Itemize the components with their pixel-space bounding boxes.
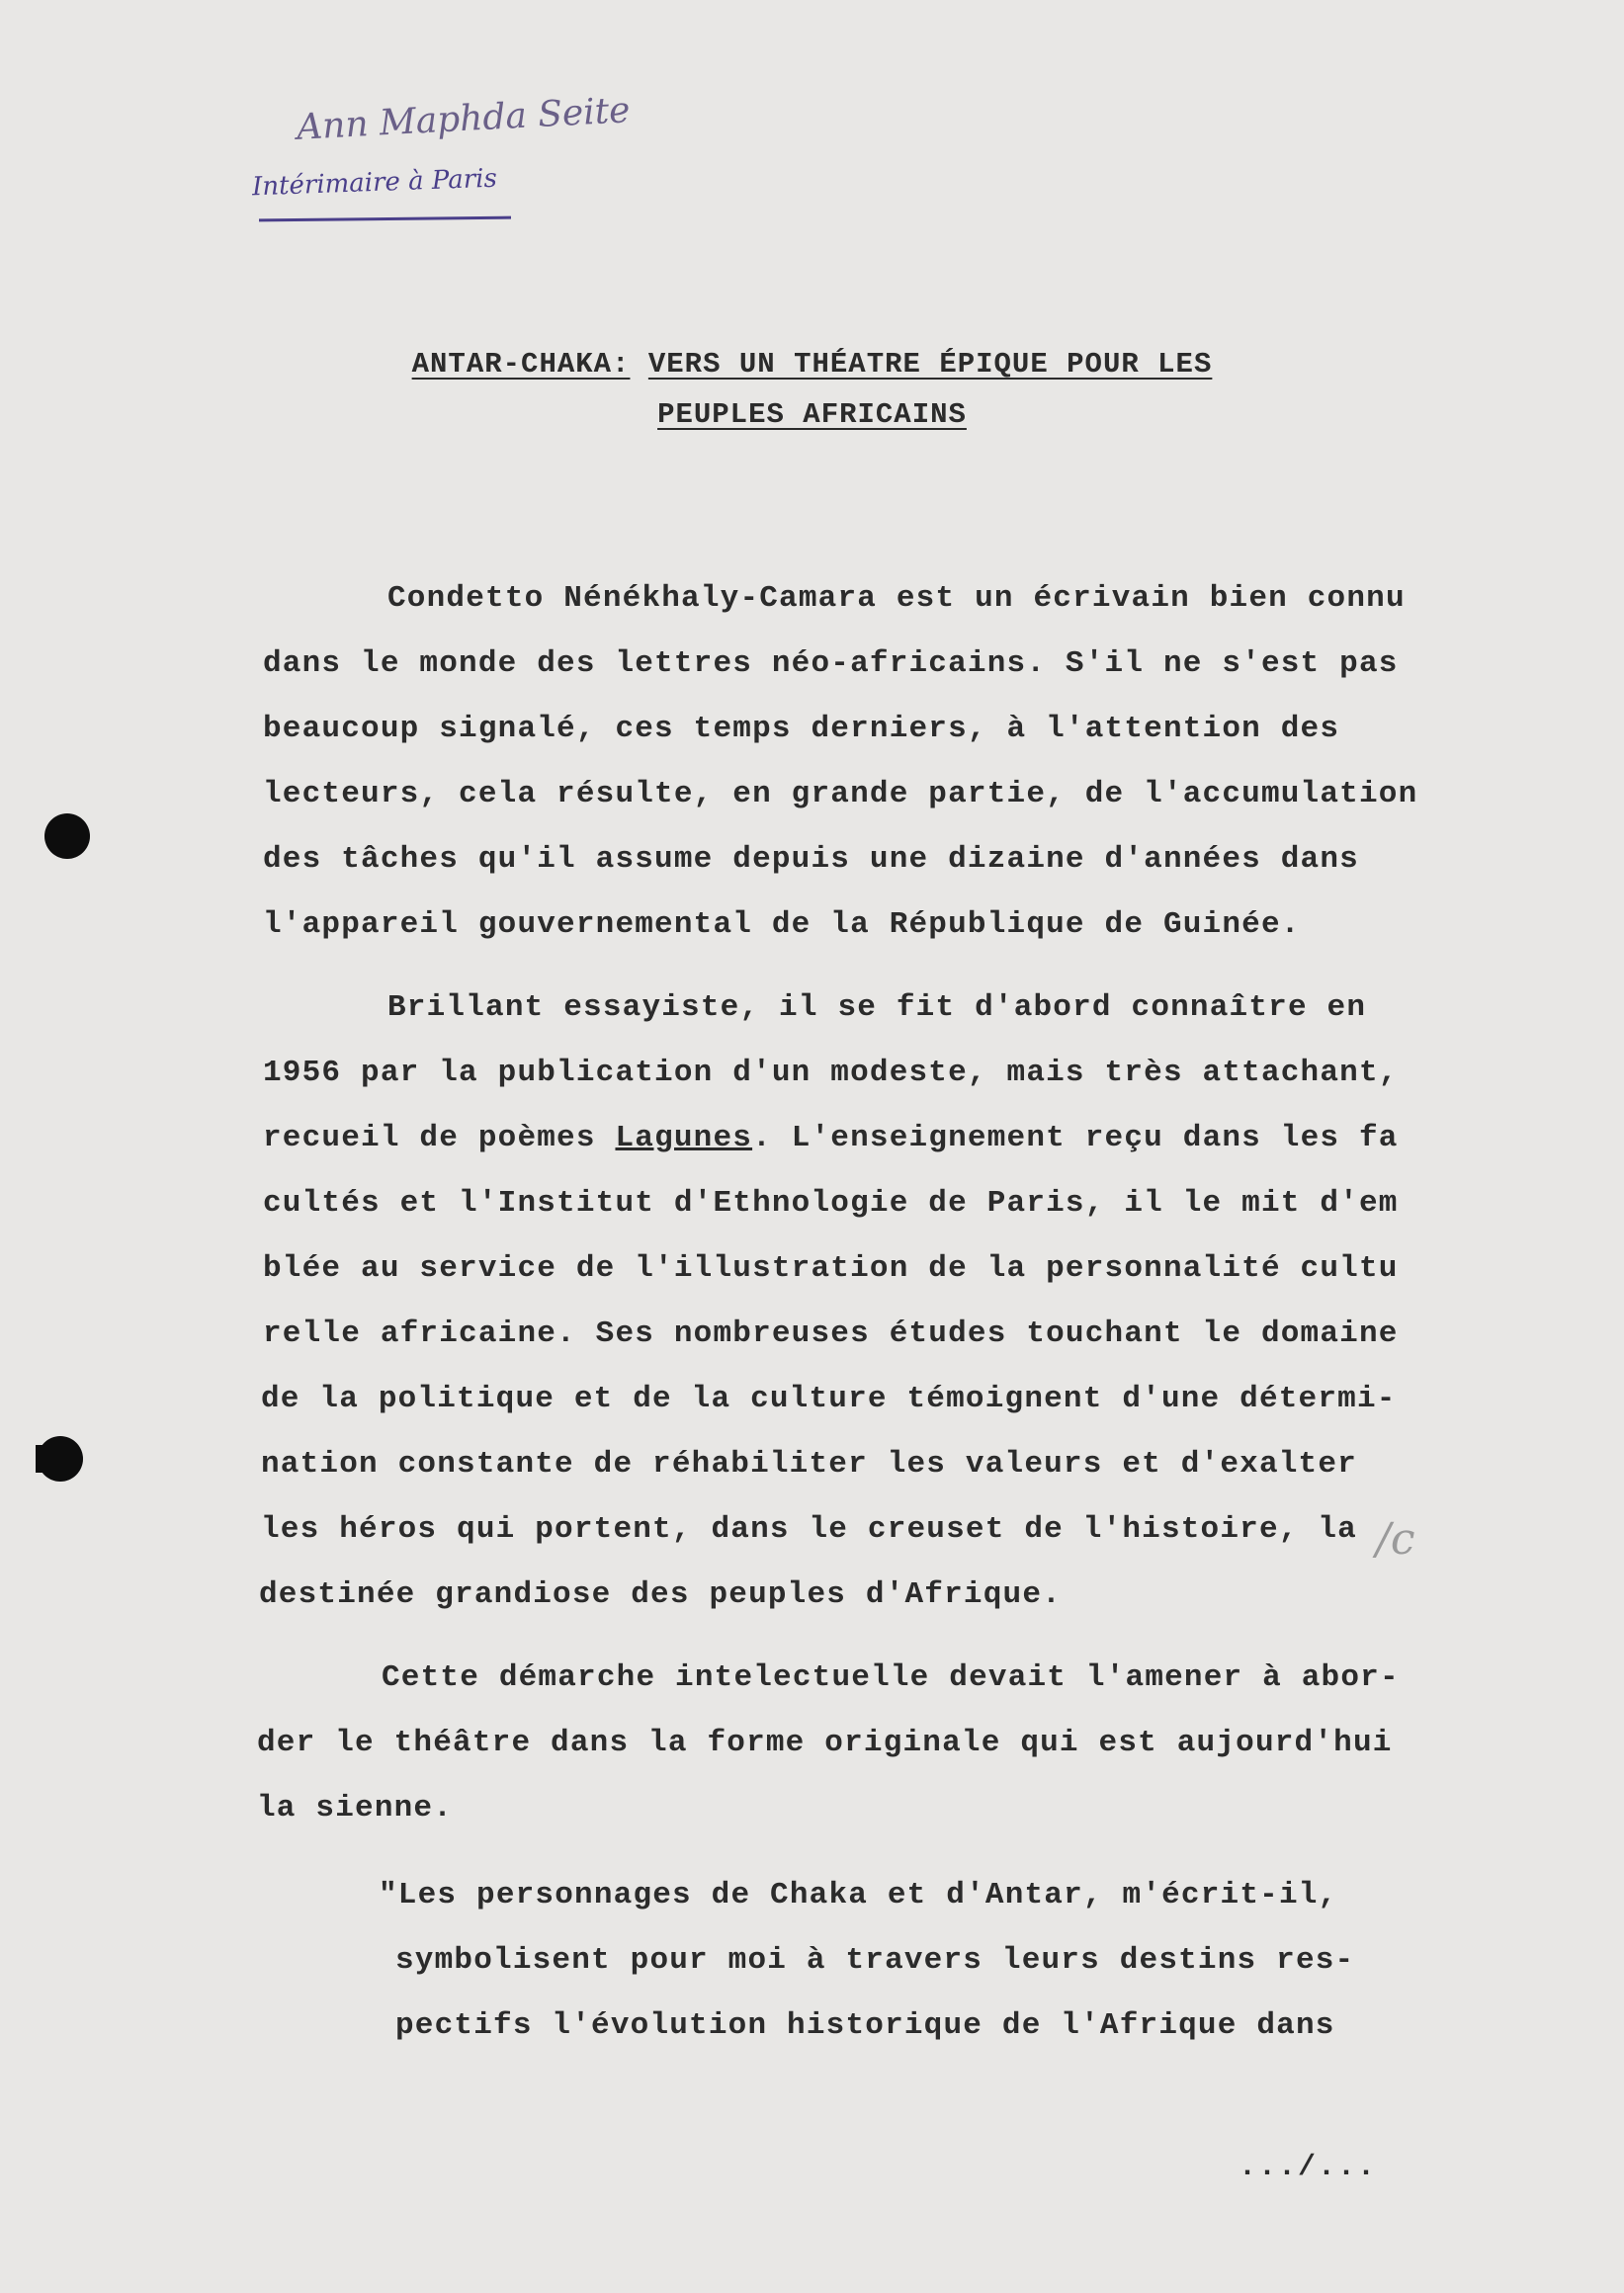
- paragraph-line: blée au service de l'illustration de la personnalité cultu: [263, 1251, 1399, 1286]
- quote-line: symbolisent pour moi à travers leurs destins res-: [395, 1943, 1355, 1978]
- title-part1: ANTAR-CHAKA:: [411, 348, 631, 381]
- document-title-line1: [0, 348, 1624, 381]
- title-line2: PEUPLES AFRICAINS: [657, 398, 967, 431]
- paragraph-line: nation constante de réhabiliter les valeurs et d'exalter: [261, 1447, 1357, 1482]
- document-title-line2: [0, 398, 1624, 431]
- handwritten-note-second: Intérimaire à Paris: [251, 163, 498, 203]
- handwritten-note-top: Ann Maphda Seite: [296, 90, 632, 148]
- paragraph-line: les héros qui portent, dans le creuset de l'histoire, la: [261, 1512, 1357, 1547]
- paragraph-line: lecteurs, cela résulte, en grande partie, de l'accumulation: [263, 777, 1418, 811]
- quote-line: "Les personnages de Chaka et d'Antar, m'écrit-il,: [379, 1878, 1338, 1912]
- text-segment: . L'enseignement reçu dans les fa: [752, 1121, 1399, 1155]
- paragraph-line: destinée grandiose des peuples d'Afrique.: [259, 1577, 1062, 1612]
- paragraph-line: dans le monde des lettres néo-africains. S'il ne s'est pas: [263, 646, 1399, 681]
- handwritten-underline: [259, 216, 511, 222]
- paragraph-line: Condetto Nénékhaly-Camara est un écrivain bien connu: [387, 581, 1406, 616]
- punch-hole: [44, 813, 90, 859]
- paragraph-line: relle africaine. Ses nombreuses études touchant le domaine: [263, 1316, 1399, 1351]
- book-title-lagunes: Lagunes: [615, 1121, 753, 1155]
- punch-hole-edge: [36, 1445, 49, 1473]
- paragraph-line: Brillant essayiste, il se fit d'abord connaître en: [387, 990, 1367, 1025]
- margin-correction-mark: /c: [1376, 1514, 1415, 1565]
- paragraph-line: de la politique et de la culture témoignent d'une détermi-: [261, 1382, 1397, 1416]
- paragraph-line: des tâches qu'il assume depuis une dizaine d'années dans: [263, 842, 1359, 877]
- paragraph-line: der le théâtre dans la forme originale qui est aujourd'hui: [257, 1726, 1393, 1760]
- paragraph-line: cultés et l'Institut d'Ethnologie de Paris, il le mit d'em: [263, 1186, 1399, 1221]
- quote-line: pectifs l'évolution historique de l'Afrique dans: [395, 2008, 1335, 2043]
- paragraph-line: la sienne.: [257, 1791, 454, 1826]
- paragraph-line: 1956 par la publication d'un modeste, mais très attachant,: [263, 1056, 1399, 1090]
- text-segment: recueil de poèmes: [263, 1121, 596, 1155]
- paragraph-line: [263, 1121, 1399, 1155]
- continuation-mark: .../...: [1239, 2151, 1378, 2184]
- paragraph-line: l'appareil gouvernemental de la République de Guinée.: [263, 907, 1301, 942]
- paragraph-line: Cette démarche intelectuelle devait l'amener à abor-: [382, 1660, 1400, 1695]
- paragraph-line: beaucoup signalé, ces temps derniers, à l'attention des: [263, 712, 1340, 746]
- title-part2: VERS UN THÉATRE ÉPIQUE POUR LES: [647, 348, 1213, 381]
